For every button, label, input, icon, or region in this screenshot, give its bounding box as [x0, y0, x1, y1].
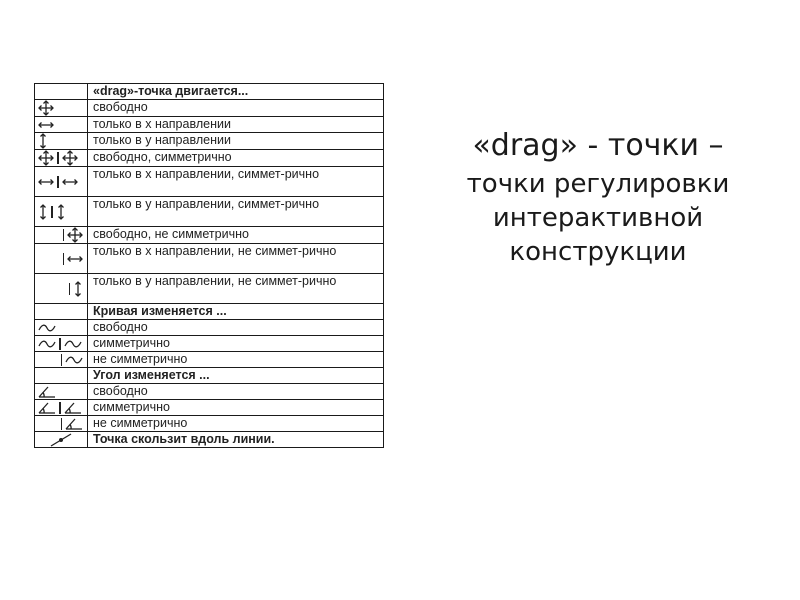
table-row [35, 320, 384, 336]
angle-icon [64, 402, 82, 414]
symbol-cell [35, 352, 88, 368]
vertical-arrow-icon [38, 204, 48, 220]
table-row [35, 304, 384, 320]
curve-icon [38, 323, 56, 333]
symbol-cell [35, 400, 88, 416]
symbol-cell [35, 227, 88, 244]
table-row [35, 197, 384, 227]
move-four-arrows-icon [67, 227, 83, 243]
symbol-cell [35, 133, 88, 150]
table-row [35, 352, 384, 368]
separator-bar [57, 152, 59, 164]
angle-icon [38, 386, 56, 398]
row-header-drag: «drag»-точка двигается... [88, 84, 384, 100]
table-row [35, 432, 384, 448]
row-text: не симметрично [88, 416, 384, 432]
row-text: только в y направлении, не симмет-рично [88, 274, 384, 304]
horizontal-arrow-icon [62, 177, 78, 187]
separator-bar [57, 176, 59, 188]
table-row [35, 117, 384, 133]
slide-caption [428, 125, 768, 269]
table-row [35, 167, 384, 197]
separator-bar [59, 338, 61, 350]
caption-body: точки регулировки интерактивной конструкции [466, 169, 730, 267]
table-row [35, 150, 384, 167]
table-row [35, 368, 384, 384]
row-text: свободно [88, 384, 384, 400]
separator-bar [69, 283, 71, 295]
separator-bar [51, 206, 53, 218]
vertical-arrow-icon [38, 133, 48, 149]
row-header-slide: Точка скользит вдоль линии. [88, 432, 384, 448]
curve-icon [38, 339, 56, 349]
row-text: только в x направлении, симмет-рично [88, 167, 384, 197]
symbol-cell [35, 336, 88, 352]
row-header-angle: Угол изменяется ... [88, 368, 384, 384]
table-row [35, 384, 384, 400]
symbol-cell [35, 117, 88, 133]
symbol-cell [35, 274, 88, 304]
drag-points-table [34, 83, 384, 448]
symbol-cell-empty [35, 368, 88, 384]
row-text: только в y направлении [88, 133, 384, 150]
horizontal-arrow-icon [38, 177, 54, 187]
row-text: только в y направлении, симмет-рично [88, 197, 384, 227]
row-text: только в x направлении [88, 117, 384, 133]
separator-bar [63, 229, 65, 241]
symbol-cell [35, 167, 88, 197]
symbol-cell [35, 416, 88, 432]
move-four-arrows-icon [38, 100, 54, 116]
slide-along-line-icon [50, 433, 72, 447]
table-row [35, 84, 384, 100]
table-row [35, 227, 384, 244]
table-row [35, 274, 384, 304]
symbol-cell [35, 432, 88, 448]
row-text: свободно [88, 100, 384, 117]
table-row [35, 100, 384, 117]
symbol-cell [35, 100, 88, 117]
symbol-cell [35, 320, 88, 336]
separator-bar [59, 402, 61, 414]
angle-icon [38, 402, 56, 414]
table-row [35, 336, 384, 352]
row-text: симметрично [88, 400, 384, 416]
row-text: свободно, симметрично [88, 150, 384, 167]
separator-bar [61, 418, 63, 430]
separator-bar [61, 354, 63, 366]
caption-title: «drag» - точки – [472, 128, 724, 163]
symbol-cell-empty [35, 84, 88, 100]
row-text: свободно [88, 320, 384, 336]
row-text: симметрично [88, 336, 384, 352]
row-text: только в x направлении, не симмет-рично [88, 244, 384, 274]
row-header-curve: Кривая изменяется ... [88, 304, 384, 320]
symbol-cell [35, 244, 88, 274]
table-row [35, 133, 384, 150]
symbol-cell [35, 150, 88, 167]
separator-bar [63, 253, 65, 265]
table-row [35, 416, 384, 432]
symbol-cell [35, 384, 88, 400]
row-text: свободно, не симметрично [88, 227, 384, 244]
curve-icon [65, 355, 83, 365]
horizontal-arrow-icon [67, 254, 83, 264]
move-four-arrows-icon [62, 150, 78, 166]
angle-icon [65, 418, 83, 430]
vertical-arrow-icon [73, 281, 83, 297]
curve-icon [64, 339, 82, 349]
table-row [35, 244, 384, 274]
horizontal-arrow-icon [38, 120, 54, 130]
table-row [35, 400, 384, 416]
row-text: не симметрично [88, 352, 384, 368]
symbol-cell-empty [35, 304, 88, 320]
move-four-arrows-icon [38, 150, 54, 166]
symbol-cell [35, 197, 88, 227]
vertical-arrow-icon [56, 204, 66, 220]
